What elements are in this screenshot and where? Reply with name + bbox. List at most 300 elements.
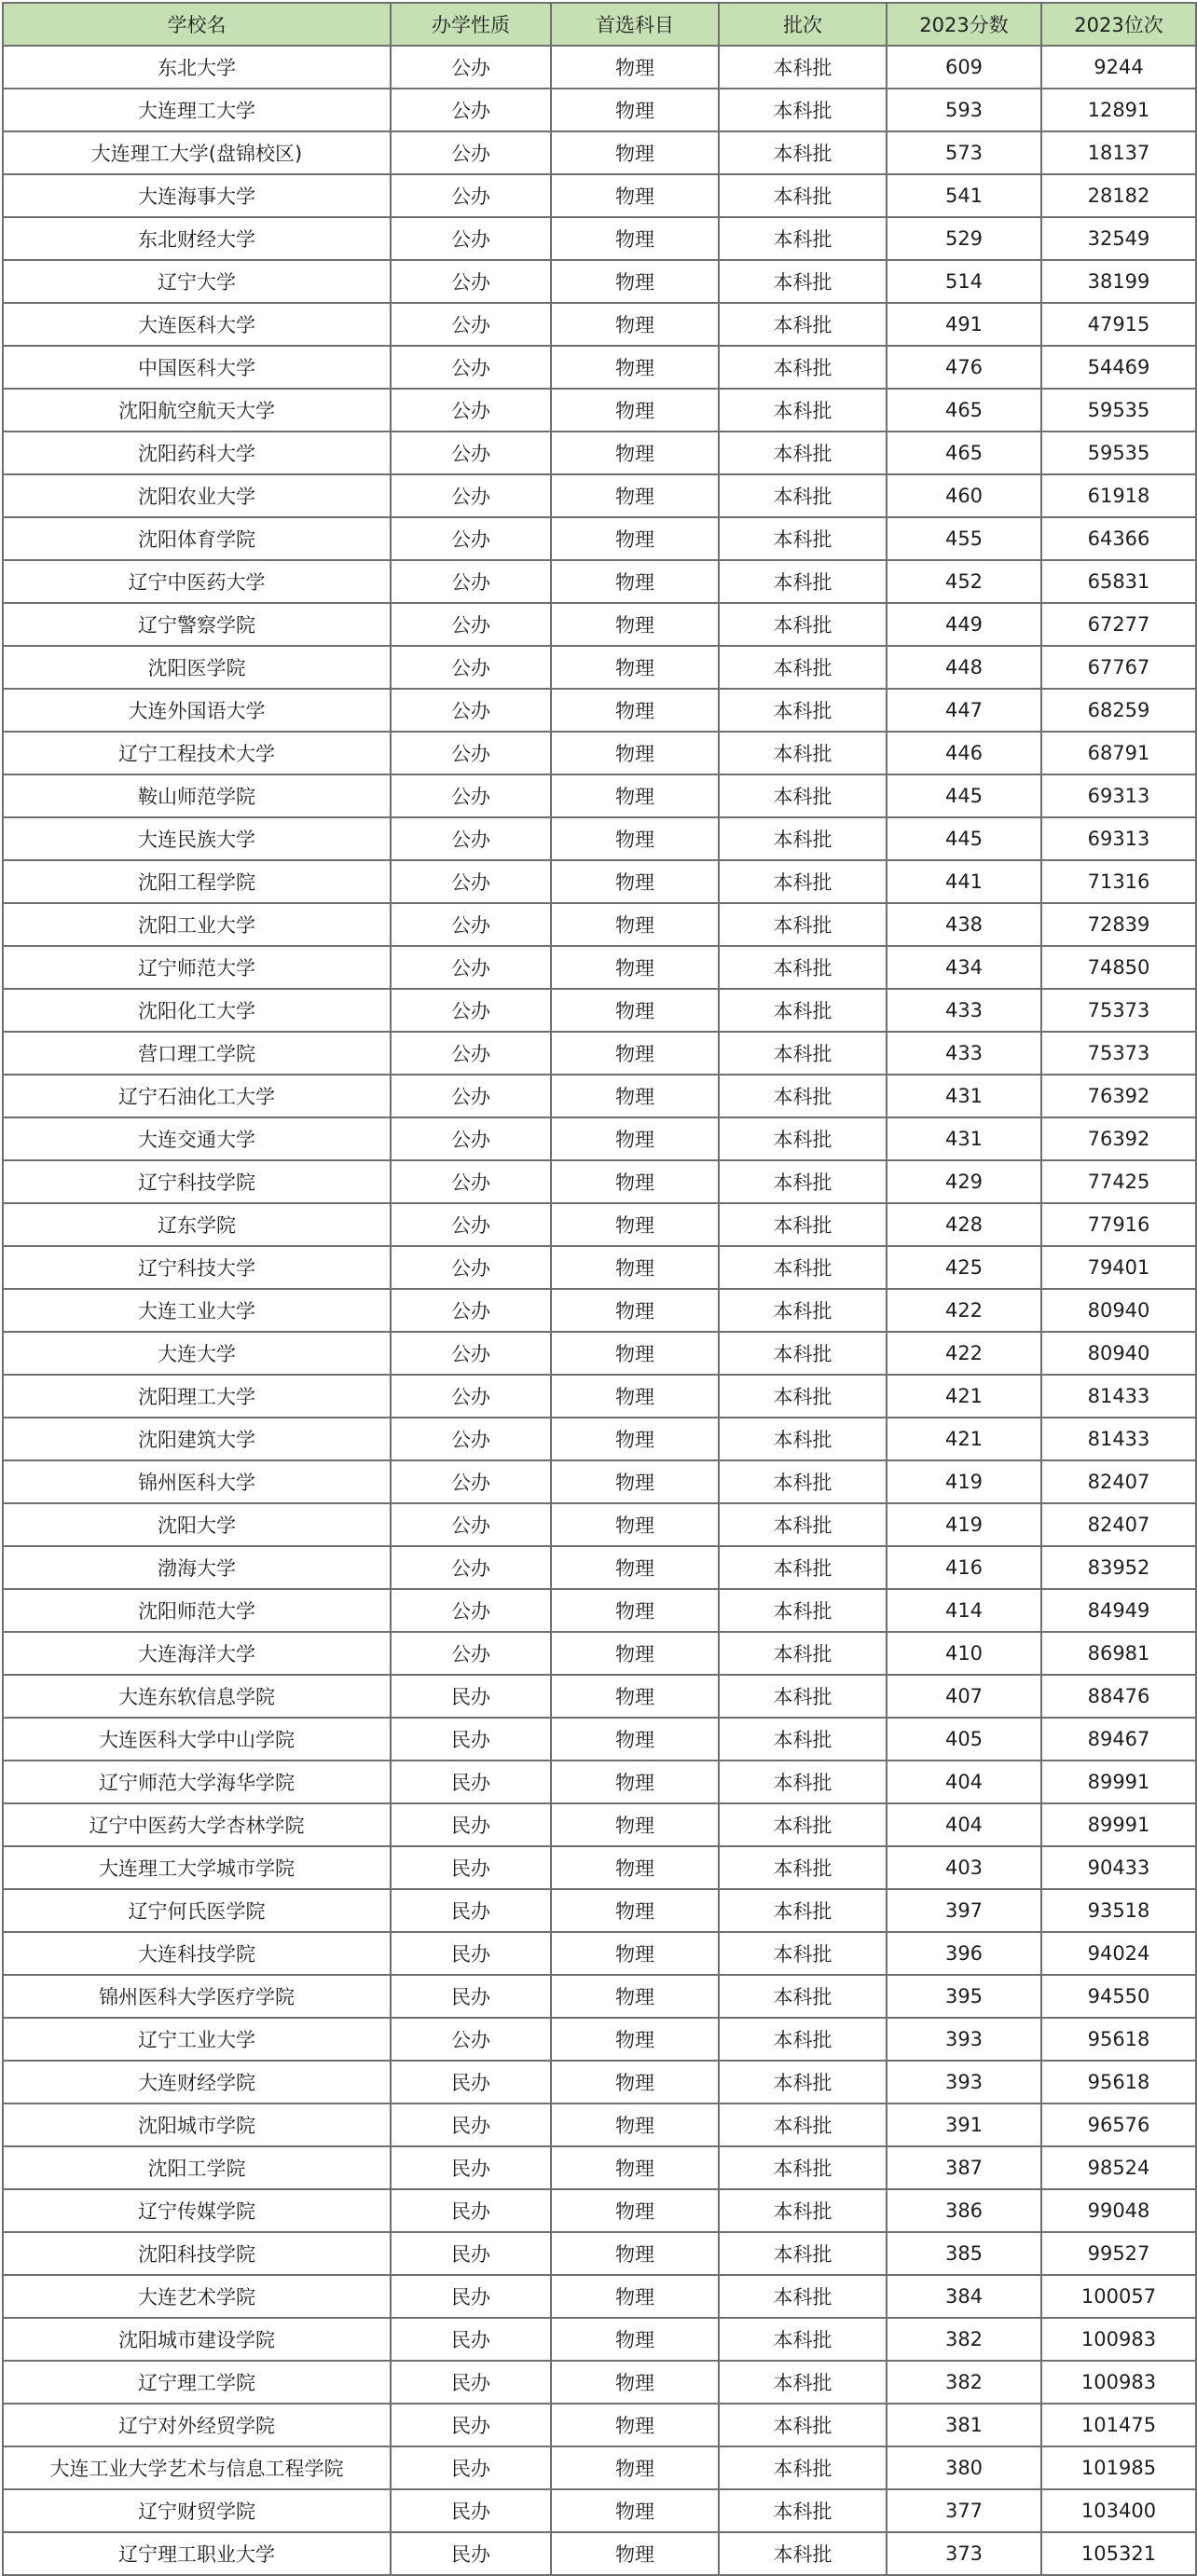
batch-cell: 本科批	[719, 432, 887, 474]
rank-cell: 86981	[1041, 1632, 1196, 1675]
school-type-cell: 公办	[391, 389, 551, 432]
subject-cell: 物理	[551, 2189, 719, 2232]
school-type-cell: 民办	[391, 2489, 551, 2532]
score-cell: 529	[887, 217, 1041, 260]
school-name-cell: 辽宁科技学院	[3, 1160, 391, 1203]
school-name-cell: 大连理工大学(盘锦校区)	[3, 131, 391, 174]
subject-cell: 物理	[551, 1289, 719, 1332]
table-row	[3, 346, 1196, 389]
subject-cell: 物理	[551, 1546, 719, 1589]
subject-cell: 物理	[551, 1117, 719, 1160]
batch-cell: 本科批	[719, 1460, 887, 1503]
batch-cell: 本科批	[719, 303, 887, 346]
subject-cell: 物理	[551, 2489, 719, 2532]
table-row	[3, 2446, 1196, 2489]
school-name-cell: 大连海事大学	[3, 174, 391, 217]
school-name-cell: 辽宁中医药大学	[3, 560, 391, 603]
score-cell: 395	[887, 1975, 1041, 2018]
header-batch: 批次	[719, 3, 887, 46]
batch-cell: 本科批	[719, 1246, 887, 1289]
batch-cell: 本科批	[719, 817, 887, 860]
rank-cell: 9244	[1041, 46, 1196, 89]
score-cell: 431	[887, 1075, 1041, 1117]
table-row	[3, 1803, 1196, 1846]
table-row	[3, 303, 1196, 346]
batch-cell: 本科批	[719, 2018, 887, 2061]
score-cell: 382	[887, 2318, 1041, 2361]
subject-cell: 物理	[551, 217, 719, 260]
school-name-cell: 沈阳药科大学	[3, 432, 391, 474]
rank-cell: 93518	[1041, 1889, 1196, 1932]
school-type-cell: 民办	[391, 2275, 551, 2318]
table-row	[3, 1761, 1196, 1803]
batch-cell: 本科批	[719, 474, 887, 517]
score-cell: 416	[887, 1546, 1041, 1589]
rank-cell: 54469	[1041, 346, 1196, 389]
subject-cell: 物理	[551, 389, 719, 432]
school-type-cell: 民办	[391, 2103, 551, 2146]
subject-cell: 物理	[551, 46, 719, 89]
school-name-cell: 辽宁科技大学	[3, 1246, 391, 1289]
rank-cell: 68259	[1041, 689, 1196, 732]
rank-cell: 83952	[1041, 1546, 1196, 1589]
table-row	[3, 517, 1196, 560]
subject-cell: 物理	[551, 2146, 719, 2189]
table-row	[3, 432, 1196, 474]
school-name-cell: 锦州医科大学	[3, 1460, 391, 1503]
table-row	[3, 217, 1196, 260]
table-row	[3, 817, 1196, 860]
header-subject: 首选科目	[551, 3, 719, 46]
rank-cell: 32549	[1041, 217, 1196, 260]
school-name-cell: 沈阳师范大学	[3, 1589, 391, 1632]
subject-cell: 物理	[551, 1503, 719, 1546]
school-name-cell: 辽宁理工学院	[3, 2361, 391, 2404]
score-cell: 431	[887, 1117, 1041, 1160]
score-cell: 593	[887, 89, 1041, 131]
table-row	[3, 1117, 1196, 1160]
school-type-cell: 公办	[391, 1246, 551, 1289]
subject-cell: 物理	[551, 1246, 719, 1289]
subject-cell: 物理	[551, 1460, 719, 1503]
school-name-cell: 沈阳航空航天大学	[3, 389, 391, 432]
batch-cell: 本科批	[719, 1332, 887, 1375]
subject-cell: 物理	[551, 89, 719, 131]
school-type-cell: 公办	[391, 432, 551, 474]
school-type-cell: 公办	[391, 1075, 551, 1117]
table-row	[3, 260, 1196, 303]
school-type-cell: 公办	[391, 217, 551, 260]
header-rank-2023: 2023位次	[1041, 3, 1196, 46]
batch-cell: 本科批	[719, 1203, 887, 1246]
subject-cell: 物理	[551, 732, 719, 774]
table-header	[3, 3, 1196, 46]
rank-cell: 95618	[1041, 2018, 1196, 2061]
table-row	[3, 2103, 1196, 2146]
score-cell: 429	[887, 1160, 1041, 1203]
rank-cell: 18137	[1041, 131, 1196, 174]
table-row	[3, 1932, 1196, 1975]
batch-cell: 本科批	[719, 1418, 887, 1460]
batch-cell: 本科批	[719, 2489, 887, 2532]
rank-cell: 90433	[1041, 1846, 1196, 1889]
school-name-cell: 沈阳工学院	[3, 2146, 391, 2189]
subject-cell: 物理	[551, 1032, 719, 1075]
rank-cell: 38199	[1041, 260, 1196, 303]
subject-cell: 物理	[551, 1375, 719, 1418]
table-row	[3, 2275, 1196, 2318]
table-row	[3, 2018, 1196, 2061]
subject-cell: 物理	[551, 1932, 719, 1975]
score-cell: 407	[887, 1675, 1041, 1718]
rank-cell: 59535	[1041, 389, 1196, 432]
table-row	[3, 989, 1196, 1032]
batch-cell: 本科批	[719, 2318, 887, 2361]
batch-cell: 本科批	[719, 1546, 887, 1589]
subject-cell: 物理	[551, 2446, 719, 2489]
rank-cell: 64366	[1041, 517, 1196, 560]
table-row	[3, 903, 1196, 946]
table-row	[3, 2532, 1196, 2575]
school-type-cell: 民办	[391, 2189, 551, 2232]
rank-cell: 75373	[1041, 1032, 1196, 1075]
score-cell: 386	[887, 2189, 1041, 2232]
school-type-cell: 公办	[391, 603, 551, 646]
table-row	[3, 1889, 1196, 1932]
batch-cell: 本科批	[719, 732, 887, 774]
school-type-cell: 公办	[391, 560, 551, 603]
school-name-cell: 中国医科大学	[3, 346, 391, 389]
table-row	[3, 2489, 1196, 2532]
rank-cell: 96576	[1041, 2103, 1196, 2146]
subject-cell: 物理	[551, 689, 719, 732]
school-name-cell: 沈阳工业大学	[3, 903, 391, 946]
admission-score-table	[2, 2, 1197, 2576]
rank-cell: 100057	[1041, 2275, 1196, 2318]
school-type-cell: 公办	[391, 46, 551, 89]
school-type-cell: 公办	[391, 646, 551, 689]
rank-cell: 80940	[1041, 1332, 1196, 1375]
rank-cell: 69313	[1041, 774, 1196, 817]
table-row	[3, 1846, 1196, 1889]
school-type-cell: 民办	[391, 2232, 551, 2275]
subject-cell: 物理	[551, 517, 719, 560]
school-name-cell: 沈阳建筑大学	[3, 1418, 391, 1460]
rank-cell: 95618	[1041, 2061, 1196, 2103]
batch-cell: 本科批	[719, 2103, 887, 2146]
batch-cell: 本科批	[719, 1975, 887, 2018]
rank-cell: 61918	[1041, 474, 1196, 517]
rank-cell: 101985	[1041, 2446, 1196, 2489]
table-row	[3, 389, 1196, 432]
school-name-cell: 渤海大学	[3, 1546, 391, 1589]
table-row	[3, 2189, 1196, 2232]
rank-cell: 12891	[1041, 89, 1196, 131]
school-type-cell: 公办	[391, 1332, 551, 1375]
table-row	[3, 1718, 1196, 1761]
school-type-cell: 公办	[391, 689, 551, 732]
school-type-cell: 公办	[391, 903, 551, 946]
score-cell: 404	[887, 1761, 1041, 1803]
header-row	[3, 3, 1196, 46]
table-row	[3, 474, 1196, 517]
score-cell: 433	[887, 1032, 1041, 1075]
table-row	[3, 174, 1196, 217]
score-cell: 449	[887, 603, 1041, 646]
score-cell: 396	[887, 1932, 1041, 1975]
score-cell: 460	[887, 474, 1041, 517]
school-name-cell: 辽宁何氏医学院	[3, 1889, 391, 1932]
batch-cell: 本科批	[719, 1289, 887, 1332]
subject-cell: 物理	[551, 774, 719, 817]
rank-cell: 100983	[1041, 2318, 1196, 2361]
school-type-cell: 公办	[391, 1289, 551, 1332]
score-cell: 541	[887, 174, 1041, 217]
batch-cell: 本科批	[719, 1932, 887, 1975]
score-cell: 573	[887, 131, 1041, 174]
batch-cell: 本科批	[719, 2361, 887, 2404]
school-type-cell: 公办	[391, 1460, 551, 1503]
rank-cell: 28182	[1041, 174, 1196, 217]
rank-cell: 89467	[1041, 1718, 1196, 1761]
subject-cell: 物理	[551, 2061, 719, 2103]
school-name-cell: 大连艺术学院	[3, 2275, 391, 2318]
rank-cell: 75373	[1041, 989, 1196, 1032]
score-cell: 465	[887, 432, 1041, 474]
subject-cell: 物理	[551, 2532, 719, 2575]
school-name-cell: 沈阳大学	[3, 1503, 391, 1546]
school-type-cell: 公办	[391, 1160, 551, 1203]
score-cell: 476	[887, 346, 1041, 389]
school-name-cell: 辽宁大学	[3, 260, 391, 303]
batch-cell: 本科批	[719, 2532, 887, 2575]
table-row	[3, 46, 1196, 89]
score-cell: 446	[887, 732, 1041, 774]
score-cell: 465	[887, 389, 1041, 432]
school-name-cell: 辽宁理工职业大学	[3, 2532, 391, 2575]
rank-cell: 82407	[1041, 1460, 1196, 1503]
table-row	[3, 2404, 1196, 2446]
rank-cell: 76392	[1041, 1117, 1196, 1160]
batch-cell: 本科批	[719, 174, 887, 217]
school-type-cell: 公办	[391, 174, 551, 217]
table-row	[3, 1589, 1196, 1632]
score-cell: 391	[887, 2103, 1041, 2146]
school-name-cell: 辽东学院	[3, 1203, 391, 1246]
subject-cell: 物理	[551, 2018, 719, 2061]
school-name-cell: 大连海洋大学	[3, 1632, 391, 1675]
rank-cell: 103400	[1041, 2489, 1196, 2532]
batch-cell: 本科批	[719, 2189, 887, 2232]
batch-cell: 本科批	[719, 2446, 887, 2489]
table-row	[3, 1632, 1196, 1675]
school-type-cell: 民办	[391, 1932, 551, 1975]
table-row	[3, 689, 1196, 732]
batch-cell: 本科批	[719, 1503, 887, 1546]
school-type-cell: 民办	[391, 2361, 551, 2404]
score-cell: 455	[887, 517, 1041, 560]
school-type-cell: 公办	[391, 732, 551, 774]
school-name-cell: 辽宁传媒学院	[3, 2189, 391, 2232]
score-cell: 419	[887, 1503, 1041, 1546]
batch-cell: 本科批	[719, 89, 887, 131]
rank-cell: 47915	[1041, 303, 1196, 346]
school-type-cell: 民办	[391, 1975, 551, 2018]
table-row	[3, 1289, 1196, 1332]
school-name-cell: 大连民族大学	[3, 817, 391, 860]
subject-cell: 物理	[551, 860, 719, 903]
school-type-cell: 公办	[391, 1375, 551, 1418]
rank-cell: 65831	[1041, 560, 1196, 603]
score-cell: 414	[887, 1589, 1041, 1632]
table-row	[3, 2146, 1196, 2189]
table-row	[3, 2361, 1196, 2404]
school-name-cell: 大连医科大学中山学院	[3, 1718, 391, 1761]
school-name-cell: 大连医科大学	[3, 303, 391, 346]
table-row	[3, 1246, 1196, 1289]
table-row	[3, 1418, 1196, 1460]
subject-cell: 物理	[551, 1589, 719, 1632]
batch-cell: 本科批	[719, 860, 887, 903]
school-type-cell: 公办	[391, 989, 551, 1032]
score-cell: 422	[887, 1332, 1041, 1375]
subject-cell: 物理	[551, 131, 719, 174]
batch-cell: 本科批	[719, 2232, 887, 2275]
school-name-cell: 沈阳化工大学	[3, 989, 391, 1032]
school-type-cell: 公办	[391, 517, 551, 560]
school-name-cell: 大连工业大学艺术与信息工程学院	[3, 2446, 391, 2489]
subject-cell: 物理	[551, 2318, 719, 2361]
batch-cell: 本科批	[719, 689, 887, 732]
batch-cell: 本科批	[719, 1032, 887, 1075]
table-row	[3, 1675, 1196, 1718]
school-type-cell: 公办	[391, 1117, 551, 1160]
score-cell: 441	[887, 860, 1041, 903]
subject-cell: 物理	[551, 174, 719, 217]
subject-cell: 物理	[551, 2103, 719, 2146]
rank-cell: 100983	[1041, 2361, 1196, 2404]
subject-cell: 物理	[551, 2361, 719, 2404]
batch-cell: 本科批	[719, 1889, 887, 1932]
score-cell: 387	[887, 2146, 1041, 2189]
score-cell: 393	[887, 2018, 1041, 2061]
school-type-cell: 公办	[391, 1589, 551, 1632]
batch-cell: 本科批	[719, 989, 887, 1032]
batch-cell: 本科批	[719, 1718, 887, 1761]
school-name-cell: 沈阳医学院	[3, 646, 391, 689]
school-type-cell: 民办	[391, 2061, 551, 2103]
batch-cell: 本科批	[719, 131, 887, 174]
school-type-cell: 公办	[391, 946, 551, 989]
school-name-cell: 沈阳城市建设学院	[3, 2318, 391, 2361]
rank-cell: 105321	[1041, 2532, 1196, 2575]
score-cell: 447	[887, 689, 1041, 732]
score-cell: 448	[887, 646, 1041, 689]
rank-cell: 98524	[1041, 2146, 1196, 2189]
table-row	[3, 603, 1196, 646]
table-row	[3, 89, 1196, 131]
header-school-name: 学校名	[3, 3, 391, 46]
score-cell: 404	[887, 1803, 1041, 1846]
table-row	[3, 732, 1196, 774]
school-type-cell: 民办	[391, 2532, 551, 2575]
score-cell: 433	[887, 989, 1041, 1032]
score-cell: 403	[887, 1846, 1041, 1889]
school-name-cell: 锦州医科大学医疗学院	[3, 1975, 391, 2018]
score-cell: 405	[887, 1718, 1041, 1761]
subject-cell: 物理	[551, 817, 719, 860]
rank-cell: 79401	[1041, 1246, 1196, 1289]
table-row	[3, 2232, 1196, 2275]
score-cell: 491	[887, 303, 1041, 346]
school-type-cell: 民办	[391, 2404, 551, 2446]
school-type-cell: 公办	[391, 774, 551, 817]
rank-cell: 99527	[1041, 2232, 1196, 2275]
school-name-cell: 辽宁警察学院	[3, 603, 391, 646]
rank-cell: 59535	[1041, 432, 1196, 474]
school-name-cell: 大连工业大学	[3, 1289, 391, 1332]
batch-cell: 本科批	[719, 517, 887, 560]
batch-cell: 本科批	[719, 1160, 887, 1203]
school-type-cell: 公办	[391, 303, 551, 346]
school-type-cell: 公办	[391, 1032, 551, 1075]
batch-cell: 本科批	[719, 1803, 887, 1846]
batch-cell: 本科批	[719, 2146, 887, 2189]
school-type-cell: 公办	[391, 89, 551, 131]
subject-cell: 物理	[551, 1975, 719, 2018]
score-cell: 514	[887, 260, 1041, 303]
table-row	[3, 1203, 1196, 1246]
school-name-cell: 沈阳科技学院	[3, 2232, 391, 2275]
score-cell: 393	[887, 2061, 1041, 2103]
batch-cell: 本科批	[719, 260, 887, 303]
subject-cell: 物理	[551, 260, 719, 303]
table-row	[3, 774, 1196, 817]
score-cell: 445	[887, 817, 1041, 860]
subject-cell: 物理	[551, 303, 719, 346]
table-row	[3, 860, 1196, 903]
school-type-cell: 民办	[391, 2318, 551, 2361]
subject-cell: 物理	[551, 1075, 719, 1117]
school-type-cell: 公办	[391, 131, 551, 174]
rank-cell: 71316	[1041, 860, 1196, 903]
score-cell: 421	[887, 1375, 1041, 1418]
subject-cell: 物理	[551, 346, 719, 389]
subject-cell: 物理	[551, 2232, 719, 2275]
table-row	[3, 2318, 1196, 2361]
school-name-cell: 东北大学	[3, 46, 391, 89]
subject-cell: 物理	[551, 2275, 719, 2318]
table-row	[3, 1375, 1196, 1418]
school-name-cell: 大连外国语大学	[3, 689, 391, 732]
rank-cell: 74850	[1041, 946, 1196, 989]
school-name-cell: 辽宁工程技术大学	[3, 732, 391, 774]
rank-cell: 69313	[1041, 817, 1196, 860]
batch-cell: 本科批	[719, 1632, 887, 1675]
rank-cell: 89991	[1041, 1761, 1196, 1803]
school-type-cell: 公办	[391, 260, 551, 303]
school-type-cell: 公办	[391, 1203, 551, 1246]
subject-cell: 物理	[551, 432, 719, 474]
subject-cell: 物理	[551, 1418, 719, 1460]
rank-cell: 101475	[1041, 2404, 1196, 2446]
score-cell: 452	[887, 560, 1041, 603]
batch-cell: 本科批	[719, 903, 887, 946]
table-row	[3, 1332, 1196, 1375]
score-cell: 421	[887, 1418, 1041, 1460]
school-name-cell: 东北财经大学	[3, 217, 391, 260]
rank-cell: 84949	[1041, 1589, 1196, 1632]
